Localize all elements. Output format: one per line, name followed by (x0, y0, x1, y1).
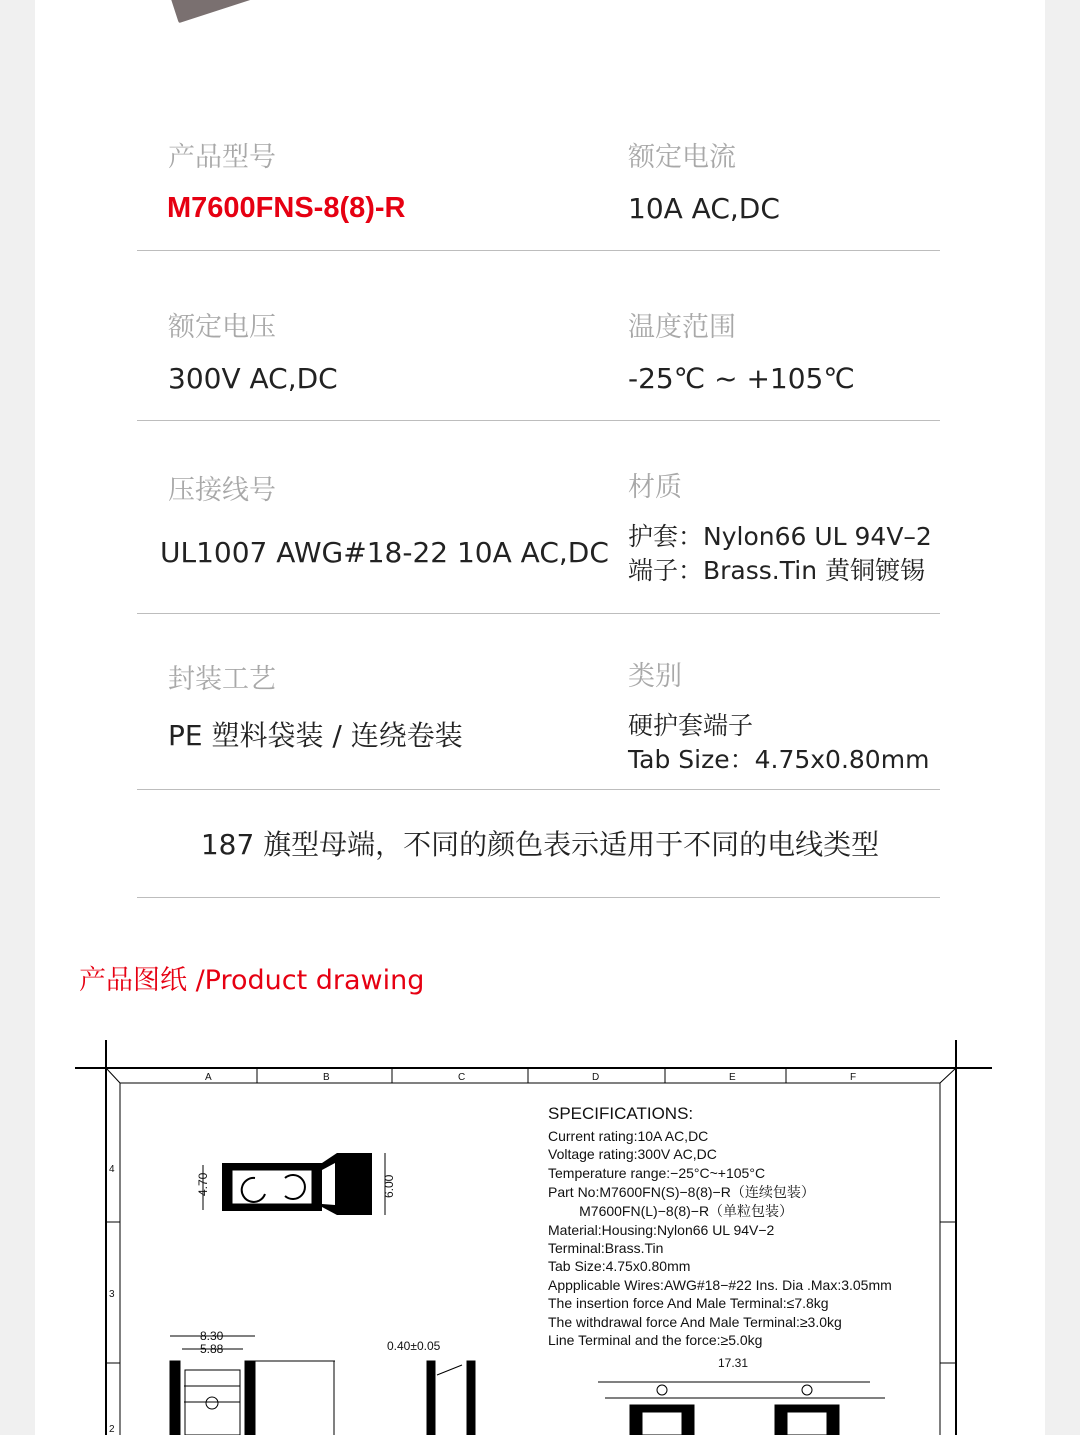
spec-value-line: 护套：Nylon66 UL 94V–2 (628, 522, 932, 551)
spec-value: 10A AC,DC (628, 192, 780, 225)
spec-label: 压接线号 (168, 475, 276, 506)
spec-title: SPECIFICATIONS: (548, 1104, 694, 1123)
spec-line: Tab Size:4.75x0.80mm (548, 1258, 691, 1274)
drawing-specifications (548, 1104, 892, 1348)
spec-line: Part No:M7600FN(S)−8(8)−R（连续包装） (548, 1184, 815, 1200)
spec-line: Terminal:Brass.Tin (548, 1240, 664, 1256)
spec-label: 封装工艺 (168, 664, 276, 695)
spec-line: Current rating:10A AC,DC (548, 1128, 709, 1144)
spec-value: 300V AC,DC (168, 362, 338, 395)
spec-line: Appplicable Wires:AWG#18−#22 Ins. Dia .Max:3.05mm (548, 1277, 892, 1293)
spec-line: The insertion force And Male Terminal:≤7.8kg (548, 1295, 829, 1311)
spec-line: M7600FN(L)−8(8)−R（单粒包装） (548, 1203, 794, 1219)
model-number: M7600FNS-8(8)-R (167, 192, 406, 224)
terminal-front-view (170, 1336, 885, 1435)
spec-value: UL1007 AWG#18-22 10A AC,DC (160, 536, 609, 569)
col-label: D (592, 1072, 600, 1083)
product-note: 187 旗型母端，不同的颜色表示适用于不同的电线类型 (200, 828, 880, 861)
col-label: B (323, 1072, 330, 1083)
spec-label: 额定电流 (628, 142, 736, 173)
col-label: E (729, 1072, 736, 1083)
spec-line: Line Terminal and the force:≥5.0kg (548, 1332, 763, 1348)
spec-label: 材质 (628, 472, 682, 503)
dim-label: 6.00 (382, 1174, 396, 1198)
dim-label: 8.30 (200, 1329, 224, 1343)
spec-label: 类别 (628, 661, 682, 692)
spec-value: -25℃ ~ +105℃ (628, 362, 855, 395)
spec-label: 温度范围 (628, 312, 736, 343)
row-label: 3 (109, 1289, 115, 1300)
spec-value-line: 端子：Brass.Tin 黄铜镀锡 (628, 556, 925, 585)
dim-label: 0.40±0.05 (387, 1339, 441, 1353)
spec-line: Temperature range:−25°C~+105°C (548, 1165, 766, 1181)
spec-value-line: Tab Size：4.75x0.80mm (628, 745, 930, 774)
spec-line: Voltage rating:300V AC,DC (548, 1146, 717, 1162)
col-label: C (458, 1072, 466, 1083)
spec-line: Material:Housing:Nylon66 UL 94V−2 (548, 1222, 775, 1238)
section-title: 产品图纸 /Product drawing (79, 965, 425, 996)
dim-label: 17.31 (718, 1356, 749, 1370)
spec-label: 额定电压 (168, 312, 276, 343)
row-label: 2 (109, 1424, 115, 1435)
dim-label: 4.70 (196, 1172, 210, 1196)
spec-label: 产品型号 (168, 142, 276, 173)
dim-label: 5.88 (200, 1342, 224, 1356)
spec-line: The withdrawal force And Male Terminal:≥3.0kg (548, 1314, 842, 1330)
spec-value-line: 硬护套端子 (628, 711, 754, 740)
spec-value: PE 塑料袋装 / 连绕卷装 (168, 719, 463, 752)
terminal-top-view (203, 1153, 385, 1215)
row-label: 4 (109, 1164, 115, 1175)
col-label: A (205, 1072, 212, 1083)
col-label: F (850, 1072, 857, 1083)
